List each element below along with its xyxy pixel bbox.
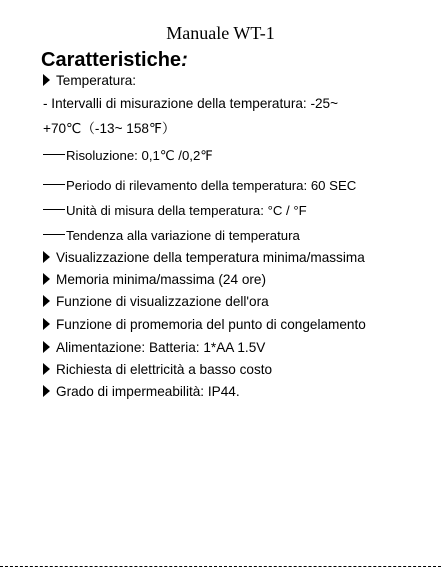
spec-detection-period [43,177,356,195]
feature-label: Memoria minima/massima (24 ore) [56,272,266,287]
feature-low-power [43,361,272,379]
spec-range-line-1: - Intervalli di misurazione della temperatura: -25~ [43,96,339,111]
page-title: Manuale WT-1 [166,23,275,43]
feature-label: Funzione di promemoria del punto di congelamento [56,317,366,332]
feature-min-max-display [43,249,365,267]
spec-text: Risoluzione: 0,1℃ /0,2℉ [66,148,213,163]
feature-label: Visualizzazione della temperatura minima/massima [56,250,365,265]
feature-label: Alimentazione: Batteria: 1*AA 1.5V [56,340,266,355]
spec-resolution [43,147,213,165]
spec-text: Tendenza alla variazione di temperatura [66,228,300,243]
feature-label: Temperatura: [56,73,137,88]
feature-power-supply [43,339,265,357]
dash-rule [43,209,65,210]
feature-min-max-memory [43,271,266,289]
feature-label: Richiesta di elettricità a basso costo [56,362,273,377]
spec-trend [43,227,300,245]
bullet-triangle-icon [43,295,50,307]
bullet-triangle-icon [43,74,50,86]
bullet-triangle-icon [43,318,50,330]
spec-unit [43,202,307,220]
bullet-triangle-icon [43,363,50,375]
dash-rule [43,234,65,235]
feature-temperature [43,72,136,90]
section-heading-colon: : [181,49,188,71]
bullet-triangle-icon [43,341,50,353]
feature-freeze-reminder [43,316,366,334]
section-heading [41,47,188,73]
page-bottom-border [0,566,441,567]
feature-waterproof [43,383,240,401]
feature-label: Grado di impermeabilità: IP44. [56,384,240,399]
bullet-triangle-icon [43,251,50,263]
feature-label: Funzione di visualizzazione dell'ora [56,294,269,309]
spec-range-line-2: +70℃（-13~ 158℉） [43,121,176,136]
dash-rule [43,184,65,185]
section-heading-text: Caratteristiche [41,49,182,71]
dash-rule [43,154,65,155]
spec-text: Periodo di rilevamento della temperatura: 60 SEC [66,178,357,193]
spec-text: Unità di misura della temperatura: °C / °F [66,203,307,218]
feature-time-display [43,293,269,311]
bullet-triangle-icon [43,385,50,397]
bullet-triangle-icon [43,273,50,285]
